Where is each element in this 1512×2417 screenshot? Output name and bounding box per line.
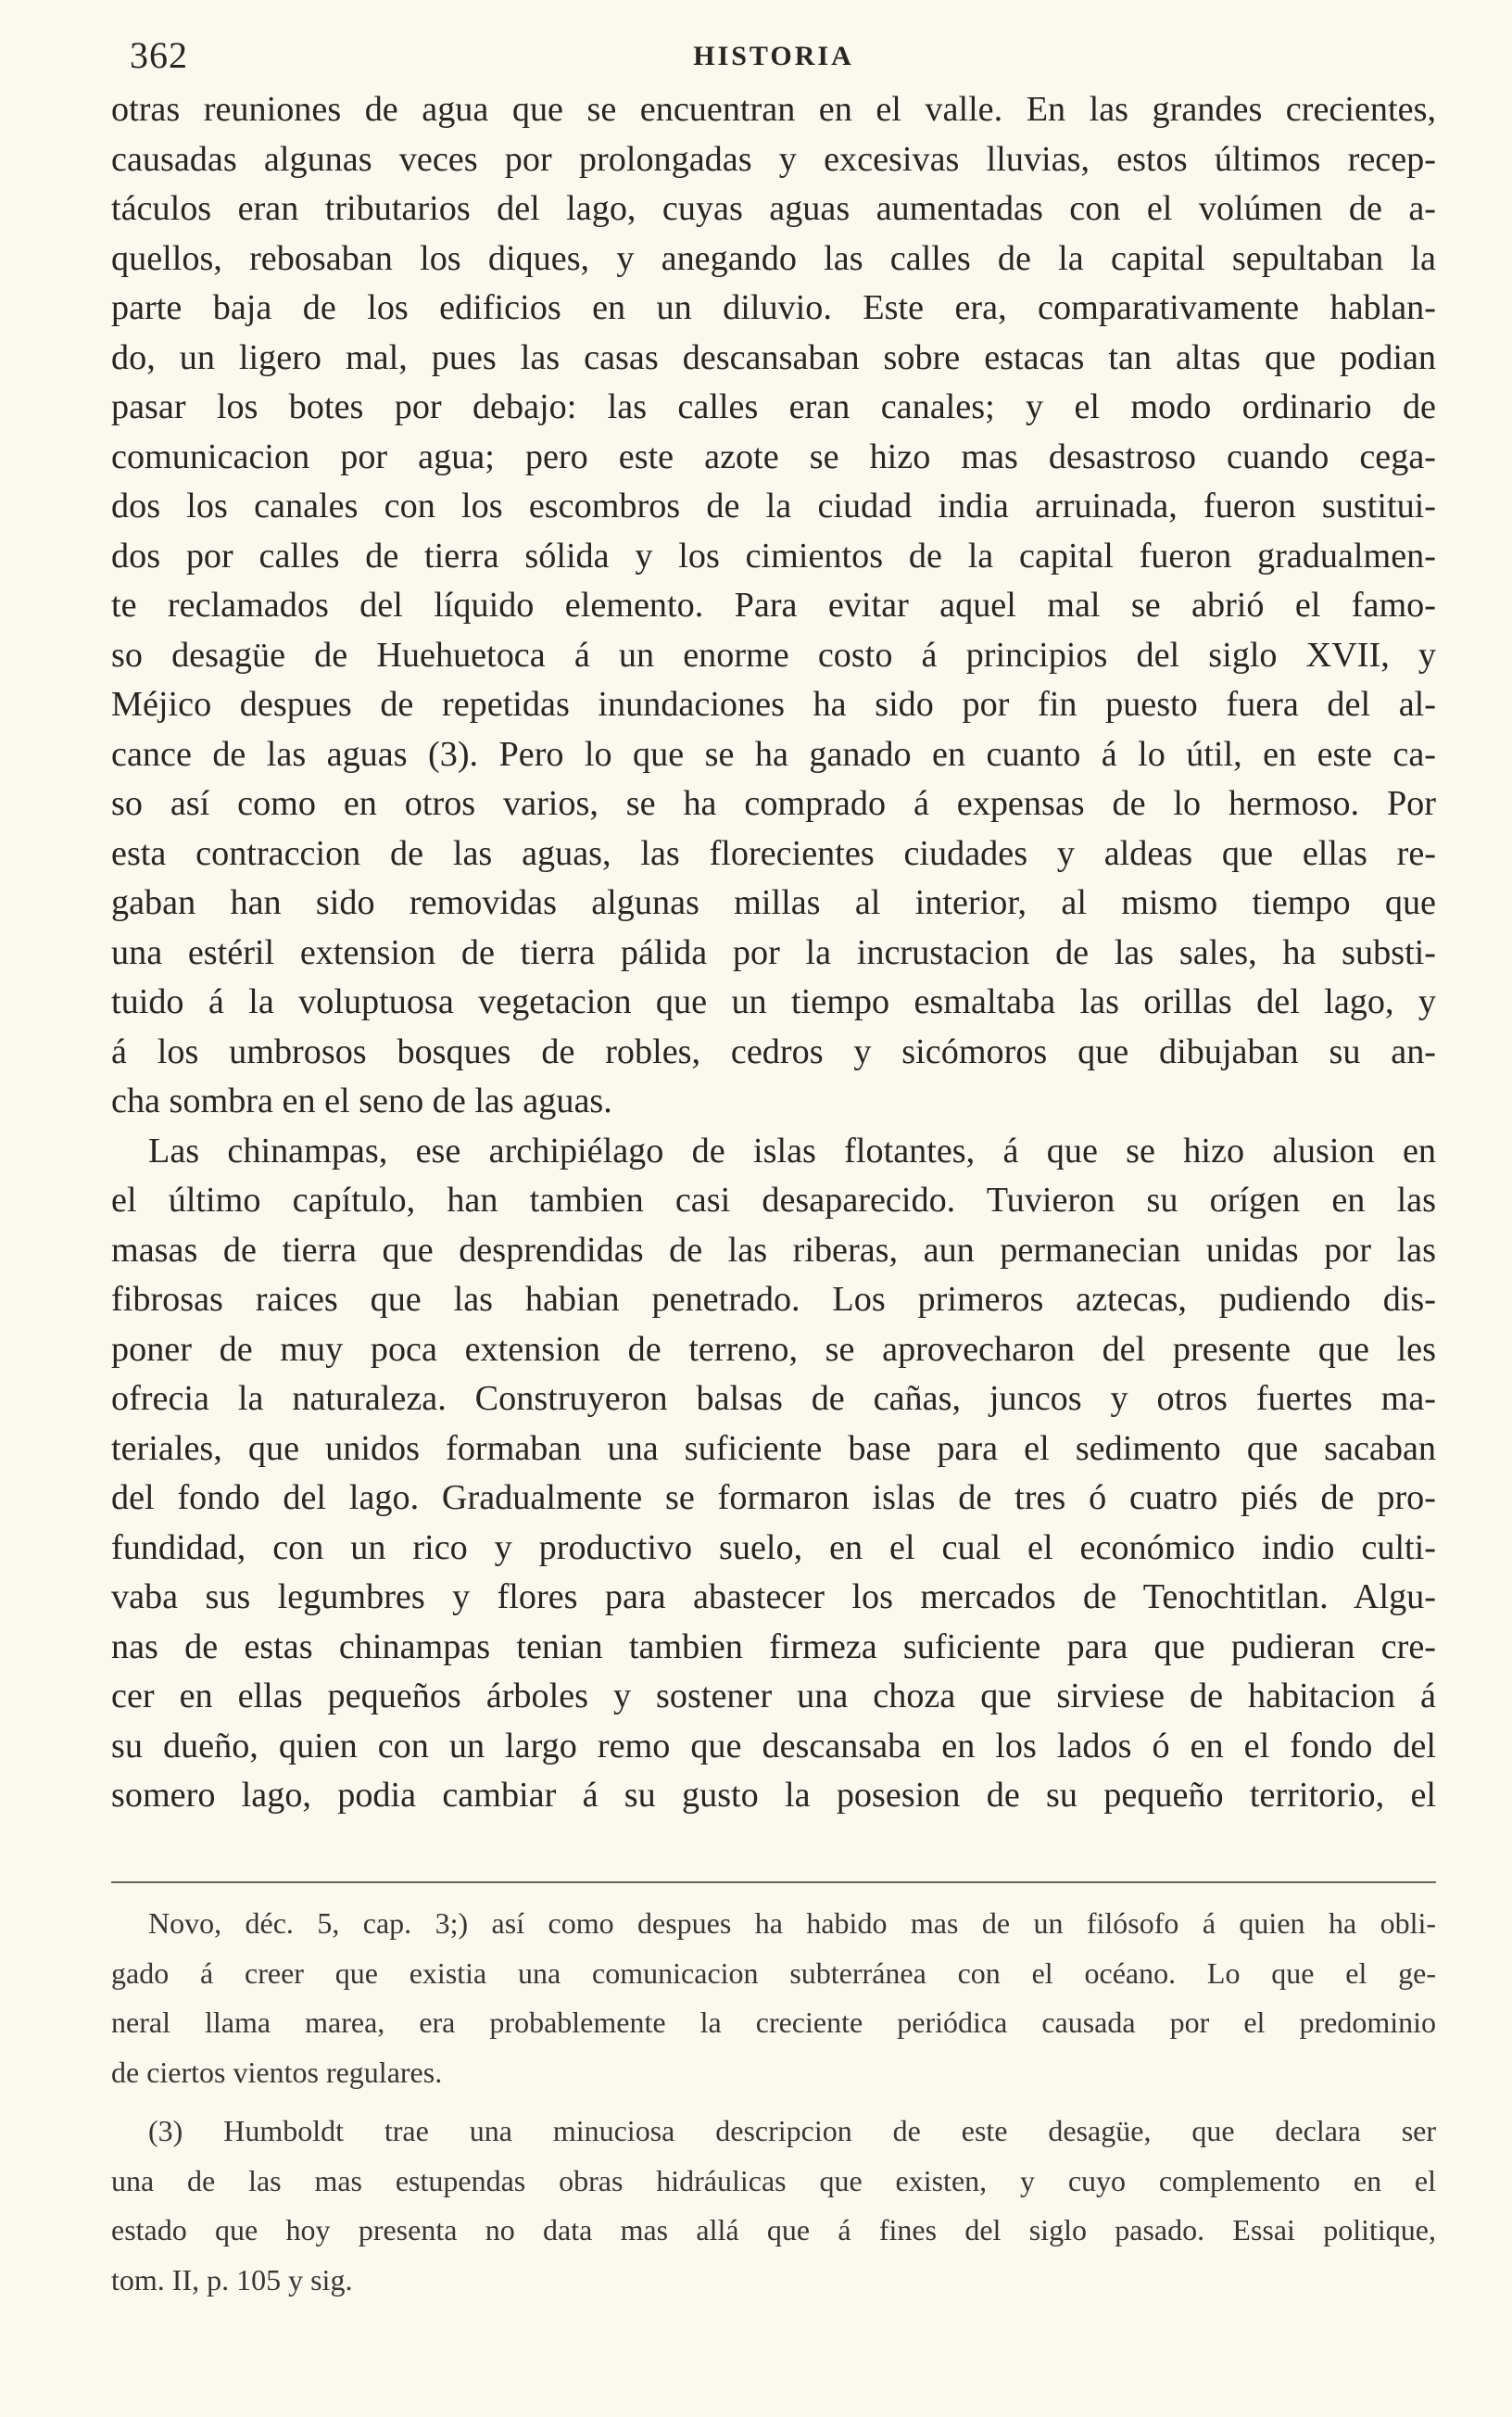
text-line: comunicacion por agua; pero este azote se hizo mas desastroso cuando cega- [111,437,1436,476]
text-line: ofrecia la naturaleza. Construyeron balsas de cañas, juncos y otros fuertes ma- [111,1379,1436,1418]
footnote-line: estado que hoy presenta no data mas allá que á fines del siglo pasado. Essai politique, [111,2213,1436,2246]
text-line: cer en ellas pequeños árboles y sostener una choza que sirviese de habitacion á [111,1677,1436,1715]
text-line: te reclamados del líquido elemento. Para evitar aquel mal se abrió el famo- [111,586,1436,625]
text-line: quellos, rebosaban los diques, y anegando las calles de la capital sepultaban la [111,238,1436,278]
text-line: dos por calles de tierra sólida y los cimientos de la capital fueron gradualmen- [111,536,1436,576]
footnote-line: (3) Humboldt trae una minuciosa descripcion de este desagüe, que declara ser [148,2114,1436,2147]
text-line: teriales, que unidos formaban una suficiente base para el sedimento que sacaban [111,1428,1436,1468]
footnote-gap [111,2100,1436,2109]
footnotes [111,1902,1436,2308]
footnote-line: neral llama marea, era probablemente la creciente periódica causada por el predominio [111,2006,1436,2039]
text-line: do, un ligero mal, pues las casas descansaban sobre estacas tan altas que podian [111,337,1436,377]
text-line: so así como en otros varios, se ha comprado á expensas de lo hermoso. Por [111,784,1436,823]
text-line: fundidad, con un rico y productivo suelo, en el cual el económico indio culti- [111,1527,1436,1567]
main-text [111,85,1436,1821]
page-number: 362 [130,34,188,76]
text-line: nas de estas chinampas tenian tambien firmeza suficiente para que pudieran cre- [111,1626,1436,1666]
text-line: cha sombra en el seno de las aguas. [111,1082,612,1120]
footnote-line: gado á creer que existia una comunicacion subterránea con el océano. Lo que el ge- [111,1955,1436,1990]
text-line: tuido á la voluptuosa vegetacion que un tiempo esmaltaba las orillas del lago, y [111,982,1436,1021]
footnote-line: Novo, déc. 5, cap. 3;) así como despues ha habido mas de un filósofo á quien ha obli- [148,1906,1436,1940]
text-line: del fondo del lago. Gradualmente se formaron islas de tres ó cuatro piés de pro- [111,1478,1436,1517]
text-line: vaba sus legumbres y flores para abastecer los mercados de Tenochtitlan. Algu- [111,1577,1436,1616]
text-line: Méjico despues de repetidas inundaciones ha sido por fin puesto fuera del al- [111,685,1436,724]
text-line: parte baja de los edificios en un diluvio. Este era, comparativamente hablan- [111,288,1436,327]
footnote-line: de ciertos vientos regulares. [111,2055,443,2089]
text-line: so desagüe de Huehuetoca á un enorme costo á principios del siglo XVII, y [111,635,1436,675]
footnote-line: tom. II, p. 105 y sig. [111,2262,353,2297]
page-header [111,28,1436,83]
text-line: esta contraccion de las aguas, las florecientes ciudades y aldeas que ellas re- [111,833,1436,873]
text-line: poner de muy poca extension de terreno, se aprovecharon del presente que les [111,1329,1436,1369]
text-line: táculos eran tributarios del lago, cuyas aguas aumentadas con el volúmen de a- [111,189,1436,228]
text-line: el último capítulo, han tambien casi desaparecido. Tuvieron su orígen en las [111,1181,1436,1220]
text-line: otras reuniones de agua que se encuentran en el valle. En las grandes crecientes, [111,90,1436,129]
text-line: dos los canales con los escombros de la ciudad india arruinada, fueron sustitui- [111,487,1436,525]
text-line: masas de tierra que desprendidas de las riberas, aun permanecian unidas por las [111,1230,1436,1270]
footnote-line: una de las mas estupendas obras hidráulicas que existen, y cuyo complemento en el [111,2163,1436,2197]
text-line: somero lago, podia cambiar á su gusto la posesion de su pequeño territorio, el [111,1776,1436,1815]
running-head: HISTORIA [693,41,854,71]
text-line: pasar los botes por debajo: las calles eran canales; y el modo ordinario de [111,387,1436,426]
text-line: causadas algunas veces por prolongadas y excesivas lluvias, estos últimos recep- [111,139,1436,179]
text-line: gaban han sido removidas algunas millas al interior, al mismo tiempo que [111,883,1436,922]
text-line: Las chinampas, ese archipiélago de islas flotantes, á que se hizo alusion en [148,1131,1436,1171]
text-line: cance de las aguas (3). Pero lo que se ha ganado en cuanto á lo útil, en este ca- [111,734,1436,774]
text-line: una estéril extension de tierra pálida por la incrustacion de las sales, ha substi- [111,932,1436,972]
text-line: á los umbrosos bosques de robles, cedros y sicómoros que dibujaban su an- [111,1031,1436,1071]
text-line: fibrosas raices que las habian penetrado. Los primeros aztecas, pudiendo dis- [111,1280,1436,1319]
text-line: su dueño, quien con un largo remo que descansaba en los lados ó en el fondo del [111,1726,1436,1765]
footnote-divider [111,1881,1436,1883]
